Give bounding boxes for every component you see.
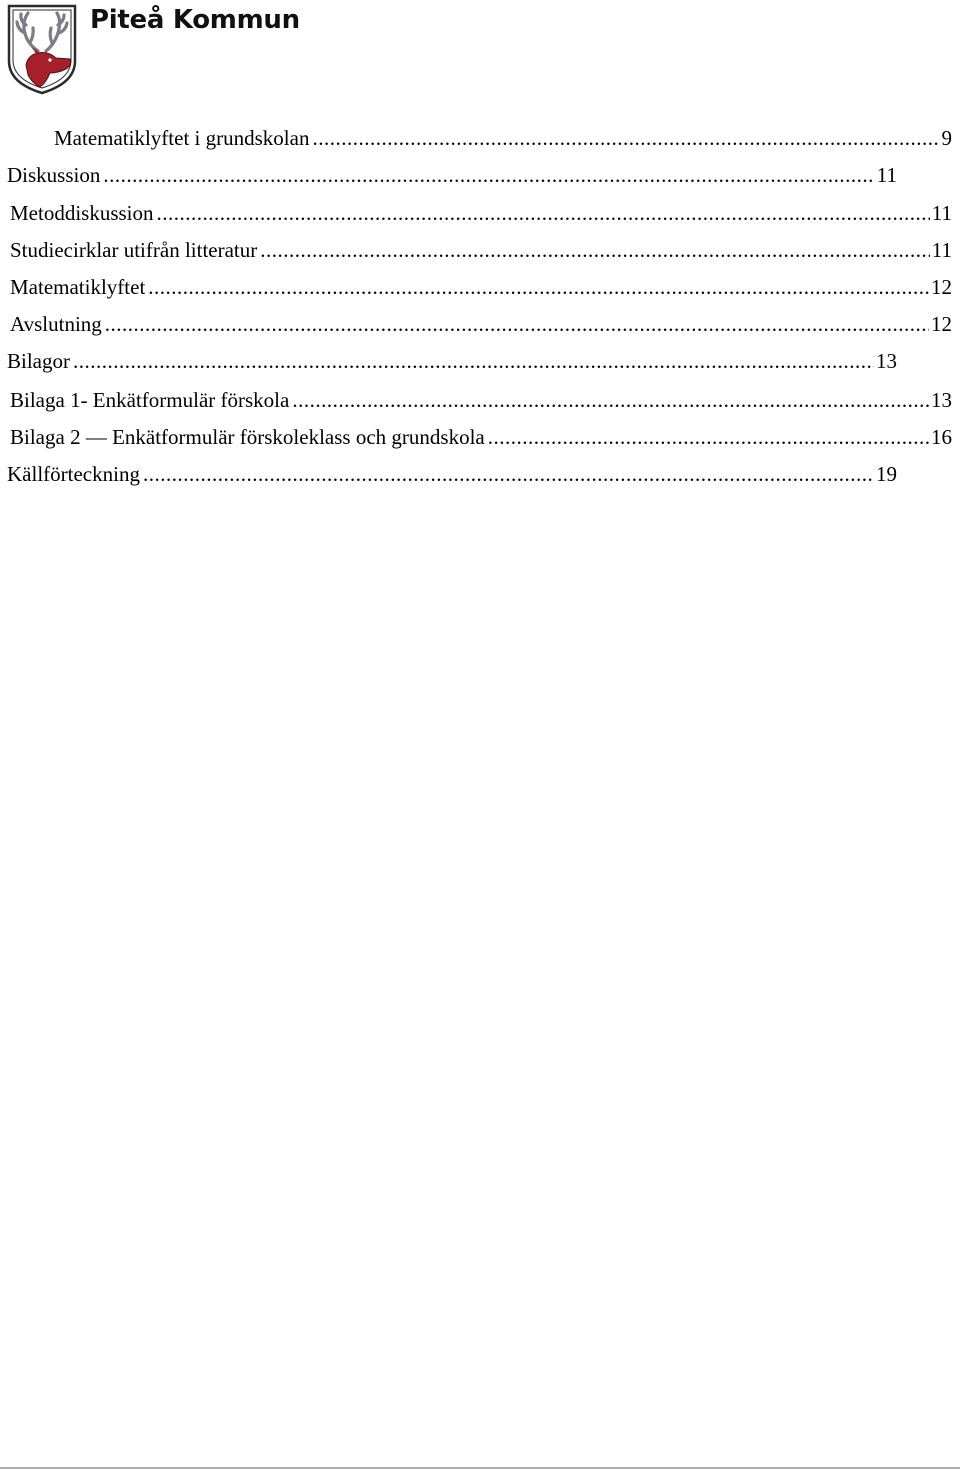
page-header xyxy=(0,0,960,100)
toc-entry-page: 12 xyxy=(931,312,952,336)
toc-entry-metoddiskussion[interactable] xyxy=(10,199,952,225)
toc-entry-page: 12 xyxy=(931,275,952,299)
toc-entry-title: Bilagor xyxy=(7,349,70,373)
reindeer-shield-icon xyxy=(6,3,78,96)
toc-entry-page: 16 xyxy=(931,425,952,449)
toc-entry-page: 11 xyxy=(931,238,952,262)
toc-dot-leader xyxy=(157,201,930,225)
toc-entry-page: 13 xyxy=(931,388,952,412)
toc-entry-page: 11 xyxy=(876,163,897,187)
toc-entry-title: Matematiklyftet i grundskolan xyxy=(54,126,310,150)
toc-dot-leader xyxy=(143,462,874,486)
toc-dot-leader xyxy=(260,238,930,262)
toc-entry-page: 11 xyxy=(931,201,952,225)
toc-entry-title: Matematiklyftet xyxy=(10,275,146,299)
toc-entry-title: Studiecirklar utifrån litteratur xyxy=(10,238,258,262)
footer-divider xyxy=(0,1467,960,1469)
toc-entry-bilaga-2[interactable] xyxy=(10,423,952,449)
toc-dot-leader xyxy=(103,163,874,187)
toc-dot-leader xyxy=(488,425,929,449)
toc-entry-page: 19 xyxy=(876,462,897,486)
toc-dot-leader xyxy=(148,275,929,299)
toc-entry-page: 9 xyxy=(941,126,952,150)
toc-entry-kallforteckning[interactable] xyxy=(7,460,897,486)
toc-dot-leader xyxy=(292,388,929,412)
toc-dot-leader xyxy=(73,349,874,373)
toc-entry-title: Bilaga 1- Enkätformulär förskola xyxy=(10,388,290,412)
toc-entry-studiecirklar[interactable] xyxy=(10,236,952,262)
toc-entry-title: Avslutning xyxy=(10,312,102,336)
toc-dot-leader xyxy=(105,312,929,336)
toc-entry-matematiklyftet-grundskolan[interactable] xyxy=(54,124,952,150)
toc-entry-title: Bilaga 2 — Enkätformulär förskoleklass och grundskola xyxy=(10,425,485,449)
toc-entry-title: Metoddiskussion xyxy=(10,201,154,225)
toc-entry-title: Diskussion xyxy=(7,163,101,187)
toc-entry-bilagor[interactable] xyxy=(7,347,897,373)
organization-name: Piteå Kommun xyxy=(90,5,300,35)
toc-entry-title: Källförteckning xyxy=(7,462,140,486)
toc-entry-page: 13 xyxy=(876,349,897,373)
toc-dot-leader xyxy=(312,126,939,150)
toc-entry-bilaga-1[interactable] xyxy=(10,386,952,412)
toc-entry-avslutning[interactable] xyxy=(10,310,952,336)
toc-entry-matematiklyftet[interactable] xyxy=(10,273,952,299)
toc-entry-diskussion[interactable] xyxy=(7,161,897,187)
